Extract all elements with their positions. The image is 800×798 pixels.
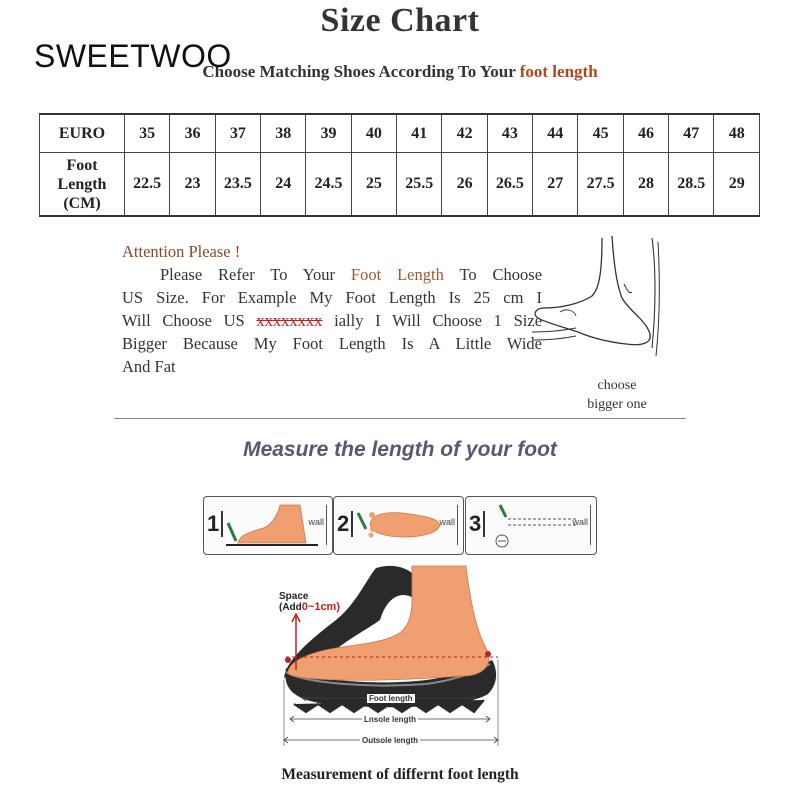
attention-line: Bigger Because My Foot Length Is A Little Wide	[122, 334, 542, 353]
step-number: 1	[207, 511, 223, 537]
attention-line	[122, 309, 542, 332]
diagram-caption: Measurement of differnt foot length	[281, 766, 519, 783]
step-number: 2	[337, 511, 353, 537]
euro-size-cell: 45	[578, 114, 623, 153]
table-row-euro	[40, 114, 760, 153]
space-text: Space	[279, 591, 309, 602]
outsole-length-label: Outsole length	[362, 736, 418, 745]
foot-length-cell: 28.5	[669, 153, 714, 217]
foot-length-cell: 24.5	[306, 153, 351, 217]
page-title: Size Chart	[320, 2, 480, 39]
step-2-panel	[333, 496, 464, 555]
ruler-measure-icon	[488, 501, 580, 551]
euro-size-cell: 42	[442, 114, 487, 153]
space-prefix: (Add	[279, 602, 302, 613]
measure-title: Measure the length of your foot	[243, 438, 557, 461]
subtitle-text: Choose Matching Shoes According To Your	[202, 62, 516, 81]
choose-note-line: choose	[597, 378, 637, 393]
foot-length-cell: 23	[170, 153, 215, 217]
foot-length-label: Foot length	[369, 694, 413, 703]
foot-length-cell: 26.5	[487, 153, 532, 217]
wall-line	[590, 505, 591, 545]
euro-size-cell: 41	[397, 114, 442, 153]
wall-line	[326, 505, 327, 545]
insole-length-label: Lnsole length	[364, 715, 416, 724]
foot-length-cell: 25.5	[397, 153, 442, 217]
foot-length-cell: 22.5	[125, 153, 170, 217]
foot-sketch-icon	[530, 228, 680, 378]
wall-label: wall	[572, 517, 588, 527]
foot-length-cell: 27	[533, 153, 578, 217]
foot-top-icon	[356, 501, 448, 551]
foot-side-icon	[226, 501, 318, 551]
euro-size-cell: 37	[215, 114, 260, 153]
size-table	[39, 113, 760, 217]
foot-length-cell: 27.5	[578, 153, 623, 217]
foot-length-cell: 24	[261, 153, 306, 217]
attention-note	[122, 240, 542, 378]
wall-label: wall	[308, 517, 324, 527]
attention-line	[122, 263, 542, 286]
choose-note-line: bigger one	[587, 397, 647, 412]
attention-text-highlight: Foot Length	[350, 265, 444, 284]
euro-size-cell: 36	[170, 114, 215, 153]
euro-size-cell: 35	[125, 114, 170, 153]
euro-size-cell: 46	[623, 114, 668, 153]
foot-header-line: (CM)	[63, 194, 101, 212]
euro-size-cell: 48	[714, 114, 760, 153]
attention-heading: Attention Please !	[122, 242, 241, 261]
step-3-panel	[465, 496, 597, 555]
space-label	[279, 592, 340, 613]
section-divider	[114, 418, 686, 419]
foot-length-cell: 23.5	[215, 153, 260, 217]
foot-length-header	[40, 153, 125, 217]
foot-length-cell: 29	[714, 153, 760, 217]
euro-header: EURO	[40, 114, 125, 153]
step-1-panel	[203, 496, 333, 555]
attention-redacted-text: xxxxxxxx	[256, 311, 323, 330]
euro-size-cell: 43	[487, 114, 532, 153]
table-row-foot-length	[40, 153, 760, 217]
space-range: 0~1cm)	[301, 601, 341, 613]
attention-text: Please Refer To Your	[160, 265, 336, 284]
foot-length-cell: 26	[442, 153, 487, 217]
euro-size-cell: 39	[306, 114, 351, 153]
subtitle-highlight: foot length	[519, 62, 598, 81]
shoe-measurement-diagram	[266, 560, 516, 755]
euro-size-cell: 38	[261, 114, 306, 153]
foot-length-cell: 25	[351, 153, 396, 217]
wall-line	[457, 505, 458, 545]
euro-size-cell: 44	[533, 114, 578, 153]
foot-header-line: Length	[57, 175, 107, 193]
attention-text: To Choose	[459, 265, 543, 284]
brand-watermark: SWEETWOO	[34, 38, 232, 74]
euro-size-cell: 40	[351, 114, 396, 153]
step-number: 3	[469, 511, 485, 537]
euro-size-cell: 47	[669, 114, 714, 153]
attention-text: ially I Will Choose 1 Size	[334, 311, 543, 330]
choose-bigger-note	[575, 376, 659, 414]
attention-line: US Size. For Example My Foot Length Is 25 cm I	[122, 288, 542, 307]
wall-label: wall	[439, 517, 455, 527]
foot-length-cell: 28	[623, 153, 668, 217]
foot-header-line: Foot	[66, 156, 98, 174]
attention-line: And Fat	[122, 357, 176, 376]
attention-text: Will Choose US	[122, 311, 245, 330]
